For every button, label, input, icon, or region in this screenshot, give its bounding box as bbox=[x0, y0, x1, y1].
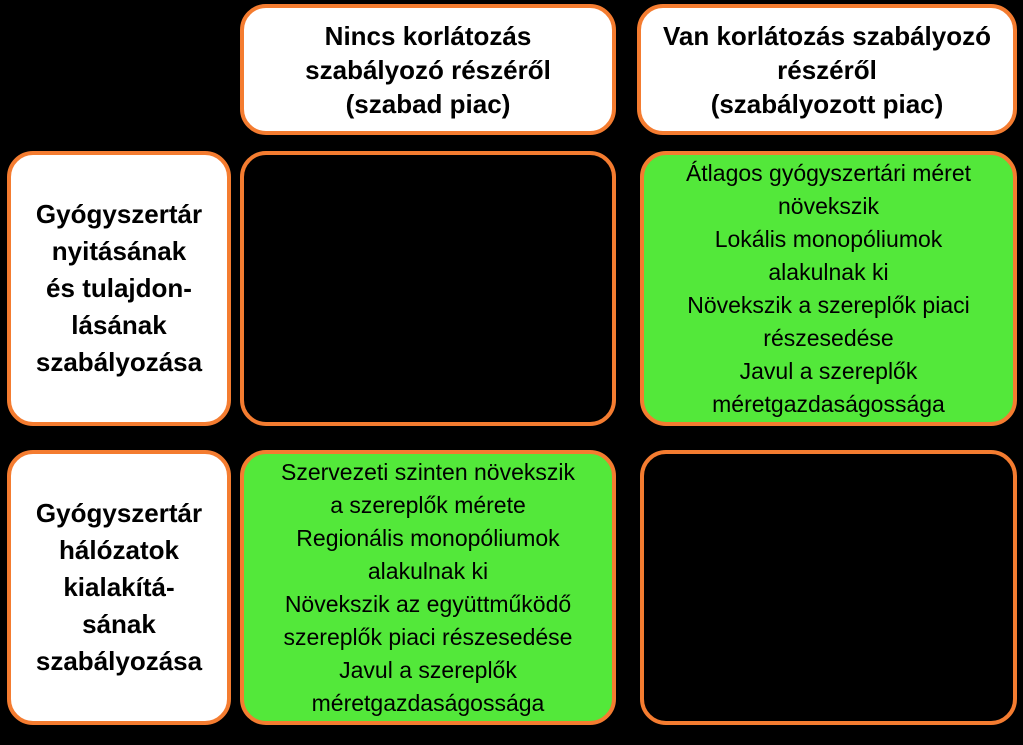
cell-line: a szereplők mérete bbox=[330, 491, 526, 518]
header-line: szabályozó részéről bbox=[305, 54, 551, 85]
row-label-opening-ownership bbox=[7, 151, 231, 426]
cell-line: Javul a szereplők bbox=[739, 357, 918, 384]
header-line: (szabályozott piac) bbox=[710, 88, 944, 119]
cell-line: alakulnak ki bbox=[367, 557, 489, 584]
row-label-line: szabályozása bbox=[35, 347, 203, 377]
row-label-line: Gyógyszertár bbox=[35, 199, 203, 229]
row-label-line: nyitásának bbox=[51, 236, 187, 266]
cell-line: Szervezeti szinten növekszik bbox=[280, 458, 575, 485]
cell-line: szereplők piaci részesedése bbox=[283, 623, 573, 650]
cell-line: Javul a szereplők bbox=[339, 656, 517, 683]
row-label-line: Gyógyszertár bbox=[35, 498, 203, 528]
cell-line: Regionális monopóliumok bbox=[296, 524, 560, 551]
row-label-network-formation bbox=[7, 450, 231, 725]
cell-line: méretgazdaságossága bbox=[712, 390, 945, 417]
cell-row2-regulated-market bbox=[640, 450, 1017, 725]
column-header-regulated-market bbox=[637, 4, 1017, 135]
cell-line: Átlagos gyógyszertári méret bbox=[685, 159, 972, 186]
cell-row1-regulated-market bbox=[640, 151, 1017, 426]
cell-row1-free-market bbox=[240, 151, 616, 426]
header-line: részéről bbox=[777, 54, 877, 85]
row-label-line: kialakítá- bbox=[63, 572, 175, 602]
row-label-line: sának bbox=[82, 609, 156, 639]
cell-line: részesedése bbox=[763, 324, 894, 351]
cell-line: Lokális monopóliumok bbox=[714, 225, 943, 252]
row-label-line: szabályozása bbox=[35, 646, 203, 676]
column-header-free-market bbox=[240, 4, 616, 135]
cell-line: Növekszik a szereplők piaci bbox=[687, 291, 970, 318]
header-line: Van korlátozás szabályozó bbox=[662, 20, 991, 51]
row-label-line: és tulajdon- bbox=[46, 273, 192, 303]
row-label-line: hálózatok bbox=[59, 535, 179, 565]
row-label-line: lásának bbox=[71, 310, 167, 340]
header-line: (szabad piac) bbox=[345, 88, 511, 119]
cell-line: alakulnak ki bbox=[768, 258, 889, 285]
cell-line: Növekszik az együttműködő bbox=[284, 590, 572, 617]
cell-row2-free-market bbox=[240, 450, 616, 725]
cell-line: növekszik bbox=[778, 192, 879, 219]
header-line: Nincs korlátozás bbox=[324, 20, 532, 51]
cell-line: méretgazdaságossága bbox=[311, 689, 545, 716]
